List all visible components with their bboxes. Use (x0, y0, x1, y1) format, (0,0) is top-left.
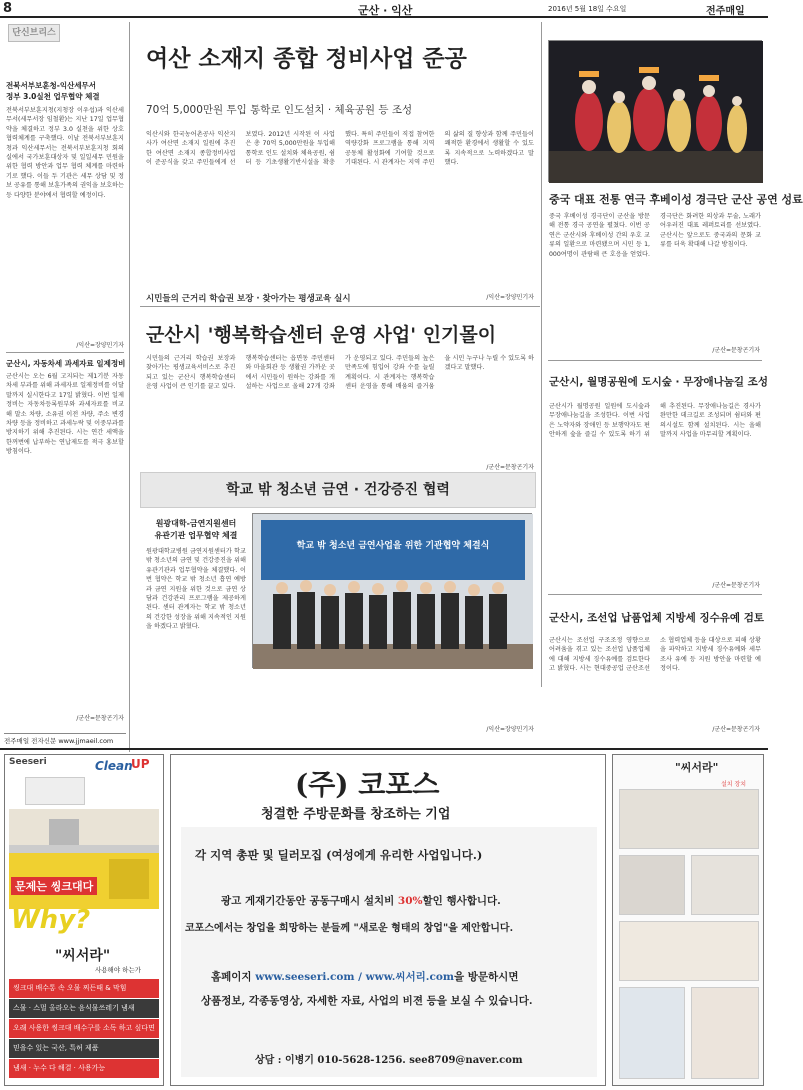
ad-rule (0, 748, 768, 750)
ad-product-sub: 사용해야 하는가 (95, 966, 142, 974)
column-rule (129, 22, 130, 752)
ad-info-panel (181, 827, 597, 1077)
opera-photo (548, 40, 762, 182)
brief1-byline: /익산=장양민기자 (76, 342, 124, 349)
ad-bullet: 오래 사용한 씽크대 배수구를 소독 하고 싶다면 (9, 1019, 159, 1038)
ad-main (170, 754, 606, 1086)
school-headline-box (140, 472, 536, 508)
performance-headline: 중국 대표 전통 연극 후베이성 경극단 군산 공연 성료 (549, 193, 803, 206)
shipbuilding-body: 군산시는 조선업 구조조정 영향으로 어려움을 겪고 있는 조선업 납품업체에 대해 지방세 징수유예를 검토한다고 밝혔다. 시는 현대중공업 군산조선소 협력업체 등을 대상으로 피해 상황을 파악하고 지방세 징수유예와 세무조사 유예 등 지원 방안을 마련할 예정이다. (549, 637, 761, 673)
divider (548, 594, 762, 595)
divider (6, 352, 124, 353)
brief1-title: 전북서부보훈청-익산세무서 정부 3.0실천 업무협약 체결 (6, 81, 100, 101)
page-header (0, 0, 768, 18)
ad-bullet: 냄새 · 누수 다 해결 · 사용가능 (9, 1059, 159, 1078)
ad-discount-line: 광고 게재기간동안 공동구매시 설치비 30%할인 행사합니다. (221, 895, 501, 907)
product-photo (691, 987, 759, 1079)
company-name: (주) 코포스 (295, 768, 440, 801)
ad-bullet-list (9, 979, 159, 1079)
photo-banner-text: 학교 밖 청소년 금연사업을 위한 기관협약 체결식 (296, 541, 490, 551)
school-body: 원광대학교병원 금연지원센터가 학교 밖 청소년의 금연 및 건강증진을 위해 유관기관과 업무협약을 체결했다. 이번 협약은 학교 밖 청소년 흡연 예방과 금연 지원을 위한 것으로 금연 상담과 건강관리 프로그램을 제공하게 된다. 센터 관계자는 학교 밖 청소년의 건강한 성장을 위해 지속적인 지원을 하겠다고 밝혔다. (146, 548, 246, 631)
ad-right-tag: 설치 장치 (721, 781, 747, 788)
ad-left (4, 754, 164, 1086)
performance-byline: /군산=문창곤기자 (712, 347, 760, 354)
person-photo (619, 921, 759, 981)
ad-bullet: 믿을수 있는 국산, 특허 제품 (9, 1039, 159, 1058)
briefs-label: 단신브리스 (12, 28, 56, 38)
ad-right (612, 754, 764, 1086)
ad-bullet: 씽크대 배수통 속 오물 찌든때 & 막힘 (9, 979, 159, 998)
main-subhead: 70억 5,000만원 투입 통학로 인도설치 · 체육공원 등 조성 (146, 104, 413, 116)
ad-brand-up: UP (131, 757, 150, 771)
briefs-label-box (8, 24, 60, 42)
divider (140, 306, 540, 307)
ad-why: Why? (11, 905, 91, 935)
ad-contact: 상담 : 이병기 010-5628-1256. see8709@naver.com (255, 1055, 523, 1066)
install-photo (619, 789, 759, 849)
ad-brand: Seeseri (9, 757, 47, 767)
school-subhead: 원광대학-금연지원센터 유관기관 업무협약 체결 (154, 519, 238, 540)
agreement-photo (252, 513, 532, 668)
brief2-byline: /군산=문창곤기자 (76, 715, 124, 722)
learning-kicker: 시민들의 근거리 학습권 보장 · 찾아가는 평생교육 실시 (146, 294, 351, 304)
school-byline: /익산=장양민기자 (486, 726, 534, 733)
section-title: 군산 · 익산 (358, 4, 413, 17)
school-headline: 학교 밖 청소년 금연 · 건강증진 협력 (226, 482, 450, 498)
park-byline: /군산=문창곤기자 (712, 582, 760, 589)
learning-body: 시민들의 근거리 학습권 보장과 찾아가는 평생교육서비스로 추진되고 있는 군산시 행복학습센터 운영 사업이 큰 인기를 끌고 있다. 행복학습센터는 읍면동 주민센터와 마을회관 등 생활권 가까운 곳에서 시민들이 원하는 강좌를 개설하는 사업으로 올해 27개 강좌가 운영되고 있다. 주민들의 높은 만족도에 힘입어 강좌 수를 늘릴 계획이다. 시 관계자는 행복학습센터 운영을 통해 배움의 즐거움을 시민 누구나 누릴 수 있도록 하겠다고 말했다. (146, 355, 535, 391)
park-headline: 군산시, 월명공원에 도시숲 · 무장애나눔길 조성 (549, 376, 768, 388)
ad-brand-clean: Clean (95, 759, 133, 773)
divider (548, 360, 762, 361)
discount-highlight: 30% (397, 895, 423, 907)
product-image (25, 777, 85, 805)
brief1-body: 전북서부보훈지청(지청장 이우섭)과 익산세무서(세무서장 임철환)는 지난 17일 업무협약을 체결하고 정부 3.0 실천을 위한 상호 협력체계를 구축했다. 이날 전북서부보훈지청과 익산세무서는 전북서부보훈지청 회의실에서 국가보훈대상자 및 일일세무 민원을 위한 협력 방안과 업무 협력 체계를 마련하기로 했다. 이들 두 기관은 세무 상담 및 정보 공유를 통해 보훈가족의 권익을 보호하는 등 다양한 분야에서 협력할 예정이다. (6, 107, 124, 199)
main-headline: 여산 소재지 종합 정비사업 준공 (146, 46, 467, 72)
ad-bullet: 스물 · 스멀 올라오는 음식물쓰레기 냄새 (9, 999, 159, 1018)
page-number: 8 (3, 1, 13, 16)
homepage-link[interactable]: www.seeseri.com / www.씨서리.com (255, 971, 454, 983)
epaper-footer[interactable]: 전주매일 전자신문 www.jjmaeil.com (4, 733, 126, 747)
issue-date: 2016년 5월 18일 수요일 (548, 5, 627, 13)
ad-info-line: 상품정보, 각종동영상, 자세한 자료, 사업의 비젼 등을 보실 수 있습니다. (201, 995, 533, 1007)
school-body-continued (258, 672, 532, 720)
brief2-title: 군산시, 자동차세 과세자료 일제정비 (6, 359, 126, 368)
shipbuilding-byline: /군산=문창곤기자 (712, 726, 760, 733)
newspaper-name: 전주매일 (706, 6, 745, 17)
main-byline: /익산=장양민기자 (486, 294, 534, 301)
performance-body: 중국 후베이성 경극단이 군산을 방문해 전통 경극 공연을 펼쳤다. 이번 공연은 군산시와 후베이성 간의 우호 교류의 일환으로 마련됐으며 시민 등 1,000여명이 관람해 큰 호응을 얻었다. 경극단은 화려한 의상과 무술, 노래가 어우러진 대표 레퍼토리를 선보였다. 군산시는 앞으로도 중국과의 문화 교류를 더욱 확대해 나갈 방침이다. (549, 213, 761, 258)
sink-photo (619, 855, 685, 915)
ad-right-product: "씨서라" (675, 761, 719, 774)
drain-photo (691, 855, 759, 915)
learning-headline: 군산시 '행복학습센터 운영 사업' 인기몰이 (146, 324, 497, 346)
learning-byline: /군산=문창곤기자 (486, 464, 534, 471)
ad-recruit: 각 지역 총판 및 딜러모집 (여성에게 유리한 사업입니다.) (195, 848, 483, 862)
main-body: 익산시와 한국농어촌공사 익산지사가 여산면 소재지 일원에 추진한 여산면 소재지 종합정비사업이 준공식을 갖고 주민들에게 선보였다. 2012년 시작된 이 사업은 총 70억 5,000만원을 투입해 통학로 인도 설치와 체육공원, 쉼터 등 기초생활기반시설을 확충했다. 특히 주민들이 직접 참여한 역량강화 프로그램을 통해 지역 공동체 활성화에 기여할 것으로 기대된다. 시 관계자는 지역 주민의 삶의 질 향상과 함께 주민들이 쾌적한 환경에서 생활할 수 있도록 지속적으로 노력하겠다고 말했다. (146, 131, 534, 167)
brief2-body: 군산시는 오는 6월 고지되는 제1기분 자동차세 부과를 위해 과세자료 일제정비를 이달 말까지 실시한다고 17일 밝혔다. 이번 일제정비는 자동차등록원부와 과세자료를 비교해 말소 차량, 소유권 이전 차량, 주소 변경 차량 등을 정비하고 과세누락 및 이중부과를 방지하기 위해 추진된다. 시는 연간 세액을 한꺼번에 납부하는 연납제도를 적극 홍보할 방침이다. (6, 373, 124, 456)
ad-question: 문제는 씽크대다 (11, 877, 97, 895)
ad-startup-line: 코포스에서는 창업을 희망하는 분들께 "새로운 형태의 창업"을 제안합니다. (185, 923, 514, 934)
ad-product: "씨서라" (55, 948, 111, 964)
shipbuilding-headline: 군산시, 조선업 납품업체 지방세 징수유예 검토 (549, 612, 764, 624)
diagram-photo (619, 987, 685, 1079)
column-rule (541, 22, 542, 687)
company-slogan: 청결한 주방문화를 창조하는 기업 (261, 807, 451, 822)
park-body: 군산시가 월명공원 일원에 도시숲과 무장애나눔길을 조성한다. 이번 사업은 노약자와 장애인 등 보행약자도 편안하게 숲을 즐길 수 있도록 하기 위해 추진된다. 무장애나눔길은 경사가 완만한 데크길로 조성되며 쉼터와 편의시설도 함께 설치된다. 시는 올해 말까지 사업을 마무리할 계획이다. (549, 403, 761, 439)
ad-homepage-line: 홈페이지 www.seeseri.com / www.씨서리.com을 방문하시면 (211, 971, 519, 983)
